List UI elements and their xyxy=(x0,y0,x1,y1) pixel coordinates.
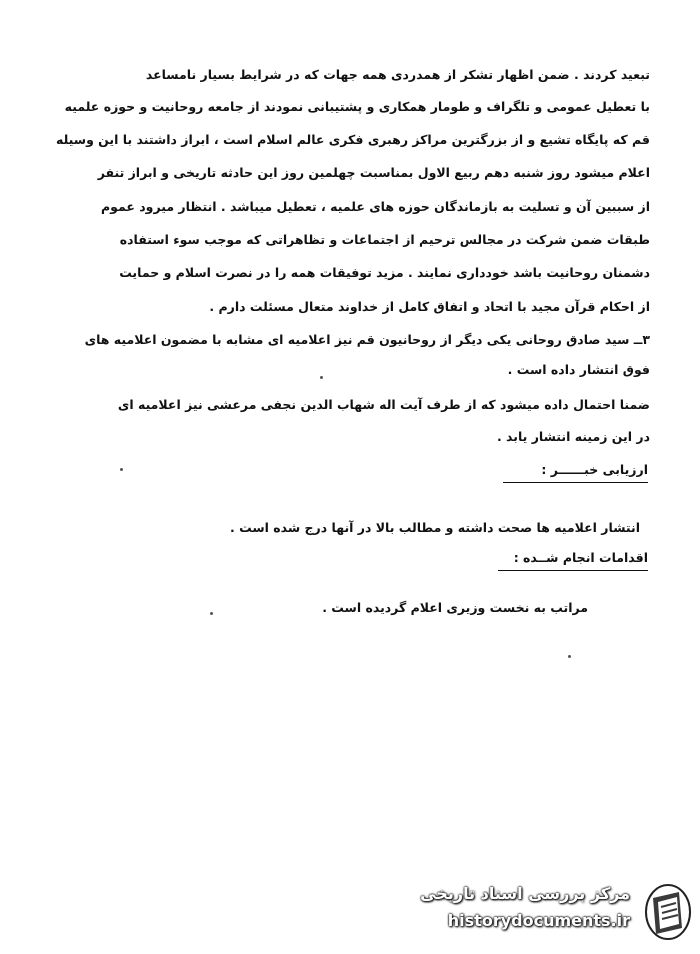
text-line-5: از سببین آن و تسلیت به بازماندگان حوزه های علمیه ، تعطیل میباشد . انتظار میرود عموم xyxy=(100,199,650,214)
text-line-2: با تعطیل عمومی و تلگراف و طومار همکاری و پشتیبانی نمودند از جامعه روحانیت و حوزه علمیه xyxy=(64,99,650,114)
text-line-11: ضمنا احتمال داده میشود که از طرف آیت اله شهاب الدین نجفی مرعشی نیز اعلامیه ای xyxy=(117,397,650,412)
watermark-title: مرکز بررسی اسناد تاریخی xyxy=(420,884,630,903)
archive-book-icon xyxy=(644,882,692,942)
actions-heading: اقدامات انجام شــده : xyxy=(498,548,648,571)
actions-text: مراتب به نخست وزیری اعلام گردیده است . xyxy=(322,600,588,615)
text-line-8: از احکام قرآن مجید با اتحاد و اتفاق کامل از خداوند متعال مسئلت دارم . xyxy=(209,299,650,314)
text-line-10: فوق انتشار داده است . xyxy=(507,362,650,377)
watermark-url[interactable]: historydocuments.ir xyxy=(447,911,630,930)
scan-speck xyxy=(568,655,571,658)
text-line-1: تبعید کردند . ضمن اظهار تشکر از همدردی همه جهات که در شرایط بسیار نامساعد xyxy=(145,67,650,82)
text-line-6: طبقات ضمن شرکت در مجالس ترحیم از اجتماعات و تظاهراتی که موجب سوء استفاده xyxy=(119,232,650,247)
scan-speck xyxy=(210,612,213,615)
evaluation-text: انتشار اعلامیه ها صحت داشته و مطالب بالا در آنها درج شده است . xyxy=(230,520,640,535)
text-line-3: قم که پایگاه تشیع و از بزرگترین مراکز رهبری فکری عالم اسلام است ، ابراز داشتند با این وسیله xyxy=(55,132,650,147)
text-line-4: اعلام میشود روز شنبه دهم ربیع الاول بمناسبت چهلمین روز این حادثه تاریخی و ابراز تنفر xyxy=(97,165,650,180)
evaluation-heading: ارزیابی خبــــــر : xyxy=(503,460,648,483)
text-line-9: ۳ــ سید صادق روحانی یکی دیگر از روحانیون قم نیز اعلامیه ای مشابه با مضمون اعلامیه های xyxy=(84,332,650,347)
scan-speck xyxy=(120,468,123,471)
watermark xyxy=(402,878,692,948)
scan-speck xyxy=(320,376,323,379)
text-line-7: دشمنان روحانیت باشد خودداری نمایند . مزید توفیقات همه را در نصرت اسلام و حمایت xyxy=(119,265,650,280)
text-line-12: در این زمینه انتشار یابد . xyxy=(496,429,650,444)
